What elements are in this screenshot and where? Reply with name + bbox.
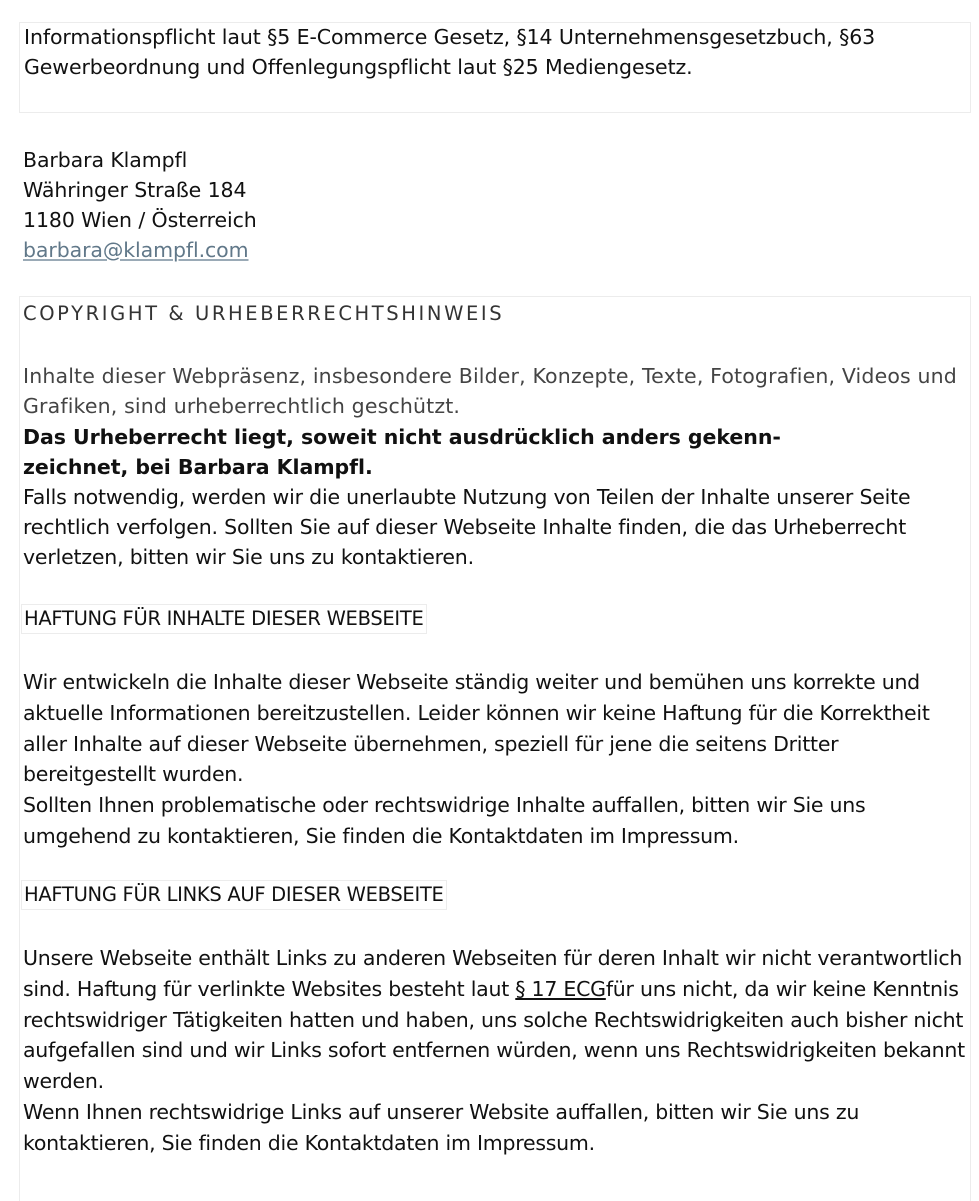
content-liability-text (23, 667, 968, 852)
links-text-after-link: für uns nicht, da wir keine Kenntnis rechtswidriger Tätigkeiten hatten und haben, uns solche Rechtswidrigkeiten auch bisher nicht aufgefallen sind und wir Links sofort entfernen würden, wenn uns Rechtswidrigkeiten bekannt werden. (23, 976, 965, 1094)
links-text-before-link: Unsere Webseite enthält Links zu anderen Webseiten für deren Inhalt wir nicht verantwortlich sind. Haftung für verlinkte Websites besteht laut (23, 946, 963, 1001)
content-liability-paragraph-2: Sollten Ihnen problematische oder rechtswidrige Inhalte auffallen, bitten wir Sie uns umgehend zu kontaktieren, Sie finden die Kontaktdaten im Impressum. (23, 793, 866, 848)
owner-name: Barbara Klampfl (23, 148, 188, 172)
copyright-heading: COPYRIGHT & URHEBERRECHTSHINWEIS (23, 302, 505, 325)
content-liability-paragraph-1: Wir entwickeln die Inhalte dieser Webseite ständig weiter und bemühen uns korrekte und aktuelle Informationen bereitzustellen. Leider können wir keine Haftung für die Korrektheit aller Inhalte auf dieser Webseite übernehmen, speziell für jene die seitens Dritter bereitgestellt wurden. (23, 670, 930, 787)
ecg-law-link[interactable]: § 17 ECG (515, 976, 606, 1001)
links-liability-heading: HAFTUNG FÜR LINKS AUF DIESER WEBSEITE (21, 880, 447, 910)
content-liability-heading: HAFTUNG FÜR INHALTE DIESER WEBSEITE (21, 604, 427, 634)
information-obligation-text: Informationspflicht laut §5 E-Commerce Gesetz, §14 Unternehmensgesetzbuch, §63 Gewerbeordnung und Offenlegungspflicht laut §25 Mediengesetz. (24, 25, 876, 79)
links-liability-paragraph-2: Wenn Ihnen rechtswidrige Links auf unserer Website auffallen, bitten wir Sie uns zu kontaktieren, Sie finden die Kontaktdaten im Impressum. (23, 1099, 860, 1155)
street-address: Währinger Straße 184 (23, 178, 247, 202)
city-country: 1180 Wien / Österreich (23, 208, 257, 232)
links-liability-text (23, 943, 968, 1159)
copyright-bold-line-1: Das Urheberrecht liegt, soweit nicht ausdrücklich anders gekenn- (23, 425, 781, 449)
copyright-owner-statement (23, 422, 963, 482)
copyright-intro: Inhalte dieser Webpräsenz, insbesondere Bilder, Konzepte, Texte, Fotografien, Videos und Grafiken, sind urheberrechtlich geschützt. (23, 364, 957, 418)
links-liability-paragraph-1 (23, 943, 968, 1097)
copyright-bold-line-2: zeichnet, bei Barbara Klampfl. (23, 455, 373, 479)
email-link[interactable]: barbara@klampfl.com (23, 238, 249, 262)
info-box (19, 22, 971, 113)
address-block (23, 145, 257, 265)
copyright-body: Falls notwendig, werden wir die unerlaubte Nutzung von Teilen der Inhalte unserer Seite rechtlich verfolgen. Sollten Sie auf dieser Webseite Inhalte finden, die das Urheberrecht verletzen, bitten wir Sie uns zu kontaktieren. (23, 485, 911, 569)
